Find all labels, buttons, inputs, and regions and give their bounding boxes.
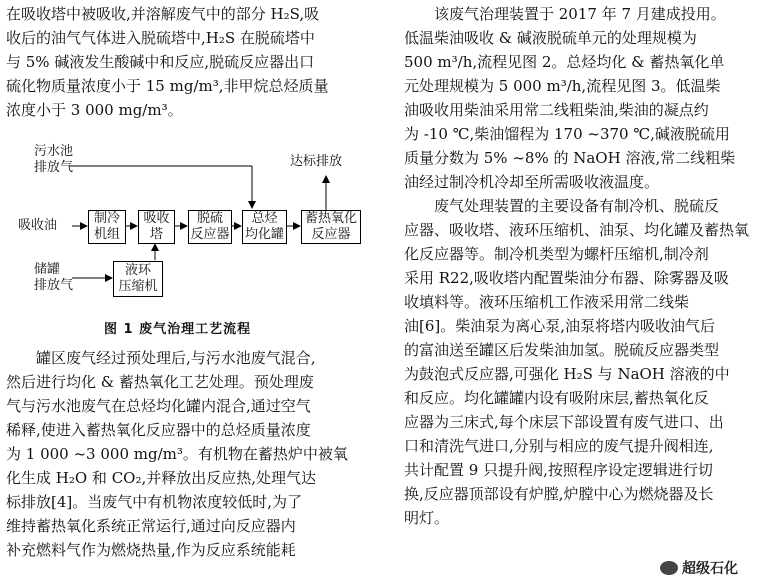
text-line: 废气处理装置的主要设备有制冷机、脱硫反	[434, 197, 720, 215]
text-line: 质量分数为 5% ~8% 的 NaOH 溶液,常二线粗柴	[404, 149, 736, 167]
text-line: 收后的油气气体进入脱硫塔中,H₂S 在脱硫塔中	[6, 29, 315, 47]
text-line: 收填料等。液环压缩机工作液采用常二线柴	[404, 293, 690, 311]
ring-compressor-box: 液环 压缩机	[113, 261, 163, 297]
text-line: 该废气治理装置于 2017 年 7 月建成投用。	[434, 5, 726, 23]
text-line: 然后进行均化 & 蓄热氧化工艺处理。预处理废	[6, 373, 314, 391]
text-line: 气与污水池废气在总烃均化罐内混合,通过空气	[6, 397, 311, 415]
text-line: 应器为三床式,每个床层下部设置有废气进口、出	[404, 413, 724, 431]
text-line: 化反应器等。制冷机类型为螺杆压缩机,制冷剂	[404, 245, 709, 263]
text-line: 换,反应器顶部设有炉膛,炉膛中心为燃烧器及长	[404, 485, 714, 503]
watermark-text: 超级石化	[682, 561, 738, 577]
text-line: 为 1 000 ~3 000 mg/m³。有机物在蓄热炉中被氧	[6, 445, 348, 463]
text-line: 稀释,使进入蓄热氧化反应器中的总烃质量浓度	[6, 421, 311, 439]
text-line: 为鼓泡式反应器,可强化 H₂S 与 NaOH 溶液的中	[404, 365, 730, 383]
text-line: 油[6]。柴油泵为离心泵,油泵将塔内吸收油气后	[404, 317, 716, 335]
figure-caption: 图 1 废气治理工艺流程	[104, 322, 252, 337]
right-column	[404, 2, 768, 530]
text-line: 口和清洗气进口,分别与相应的废气提升阀相连,	[404, 437, 714, 455]
left-top-paragraph	[6, 2, 372, 122]
chiller-box: 制冷 机组	[88, 210, 126, 244]
text-line: 和反应。均化罐罐内设有吸附床层,蓄热氧化反	[404, 389, 709, 407]
text-line: 低温柴油吸收 & 碱液脱硫单元的处理规模为	[404, 29, 697, 47]
text-line: 与 5% 碱液发生酸碱中和反应,脱硫反应器出口	[6, 53, 315, 71]
rto-box: 蓄热氧化 反应器	[301, 210, 361, 244]
text-line: 标排放[4]。当废气中有机物浓度较低时,为了	[6, 493, 303, 511]
text-line: 明灯。	[404, 509, 450, 527]
absorber-box: 吸收 塔	[138, 210, 175, 244]
absorb-oil-label: 吸收油	[18, 218, 58, 233]
process-flow-diagram	[8, 140, 378, 315]
text-line: 化生成 H₂O 和 CO₂,并释放出反应热,处理气达	[6, 469, 317, 487]
text-line: 应器、吸收塔、液环压缩机、油泵、均化罐及蓄热氧	[404, 221, 750, 239]
sewage-gas-label: 污水池 排放气	[34, 144, 74, 175]
text-line: 在吸收塔中被吸收,并溶解废气中的部分 H₂S,吸	[6, 5, 320, 23]
text-line: 元处理规模为 5 000 m³/h,流程见图 3。低温柴	[404, 77, 721, 95]
equalizer-box: 总烃 均化罐	[242, 210, 287, 244]
watermark	[660, 558, 738, 578]
text-line: 维持蓄热氧化系统正常运行,通过向反应器内	[6, 517, 296, 535]
text-line: 油经过制冷机冷却至所需吸收液温度。	[404, 173, 660, 191]
text-line: 共计配置 9 只提升阀,按照程序设定逻辑进行切	[404, 461, 713, 479]
text-line: 浓度小于 3 000 mg/m³。	[6, 101, 183, 119]
text-line: 500 m³/h,流程见图 2。总烃均化 & 蓄热氧化单	[404, 53, 725, 71]
wechat-icon	[660, 561, 678, 575]
tank-gas-label: 储罐 排放气	[34, 262, 74, 293]
text-line: 油吸收用柴油采用常二线粗柴油,柴油的凝点约	[404, 101, 709, 119]
text-line: 罐区废气经过预处理后,与污水池废气混合,	[36, 349, 316, 367]
discharge-label: 达标排放	[290, 154, 343, 169]
text-line: 为 -10 ℃,柴油馏程为 170 ~370 ℃,碱液脱硫用	[404, 125, 730, 143]
left-bottom-column	[6, 346, 372, 562]
text-line: 硫化物质量浓度小于 15 mg/m³,非甲烷总烃质量	[6, 77, 329, 95]
text-line: 采用 R22,吸收塔内配置柴油分布器、除雾器及吸	[404, 269, 729, 287]
text-line: 的富油送至罐区后发柴油加氢。脱硫反应器类型	[404, 341, 720, 359]
desulfurizer-box: 脱硫 反应器	[188, 210, 232, 244]
text-line: 补充燃料气作为燃烧热量,作为反应系统能耗	[6, 541, 296, 559]
